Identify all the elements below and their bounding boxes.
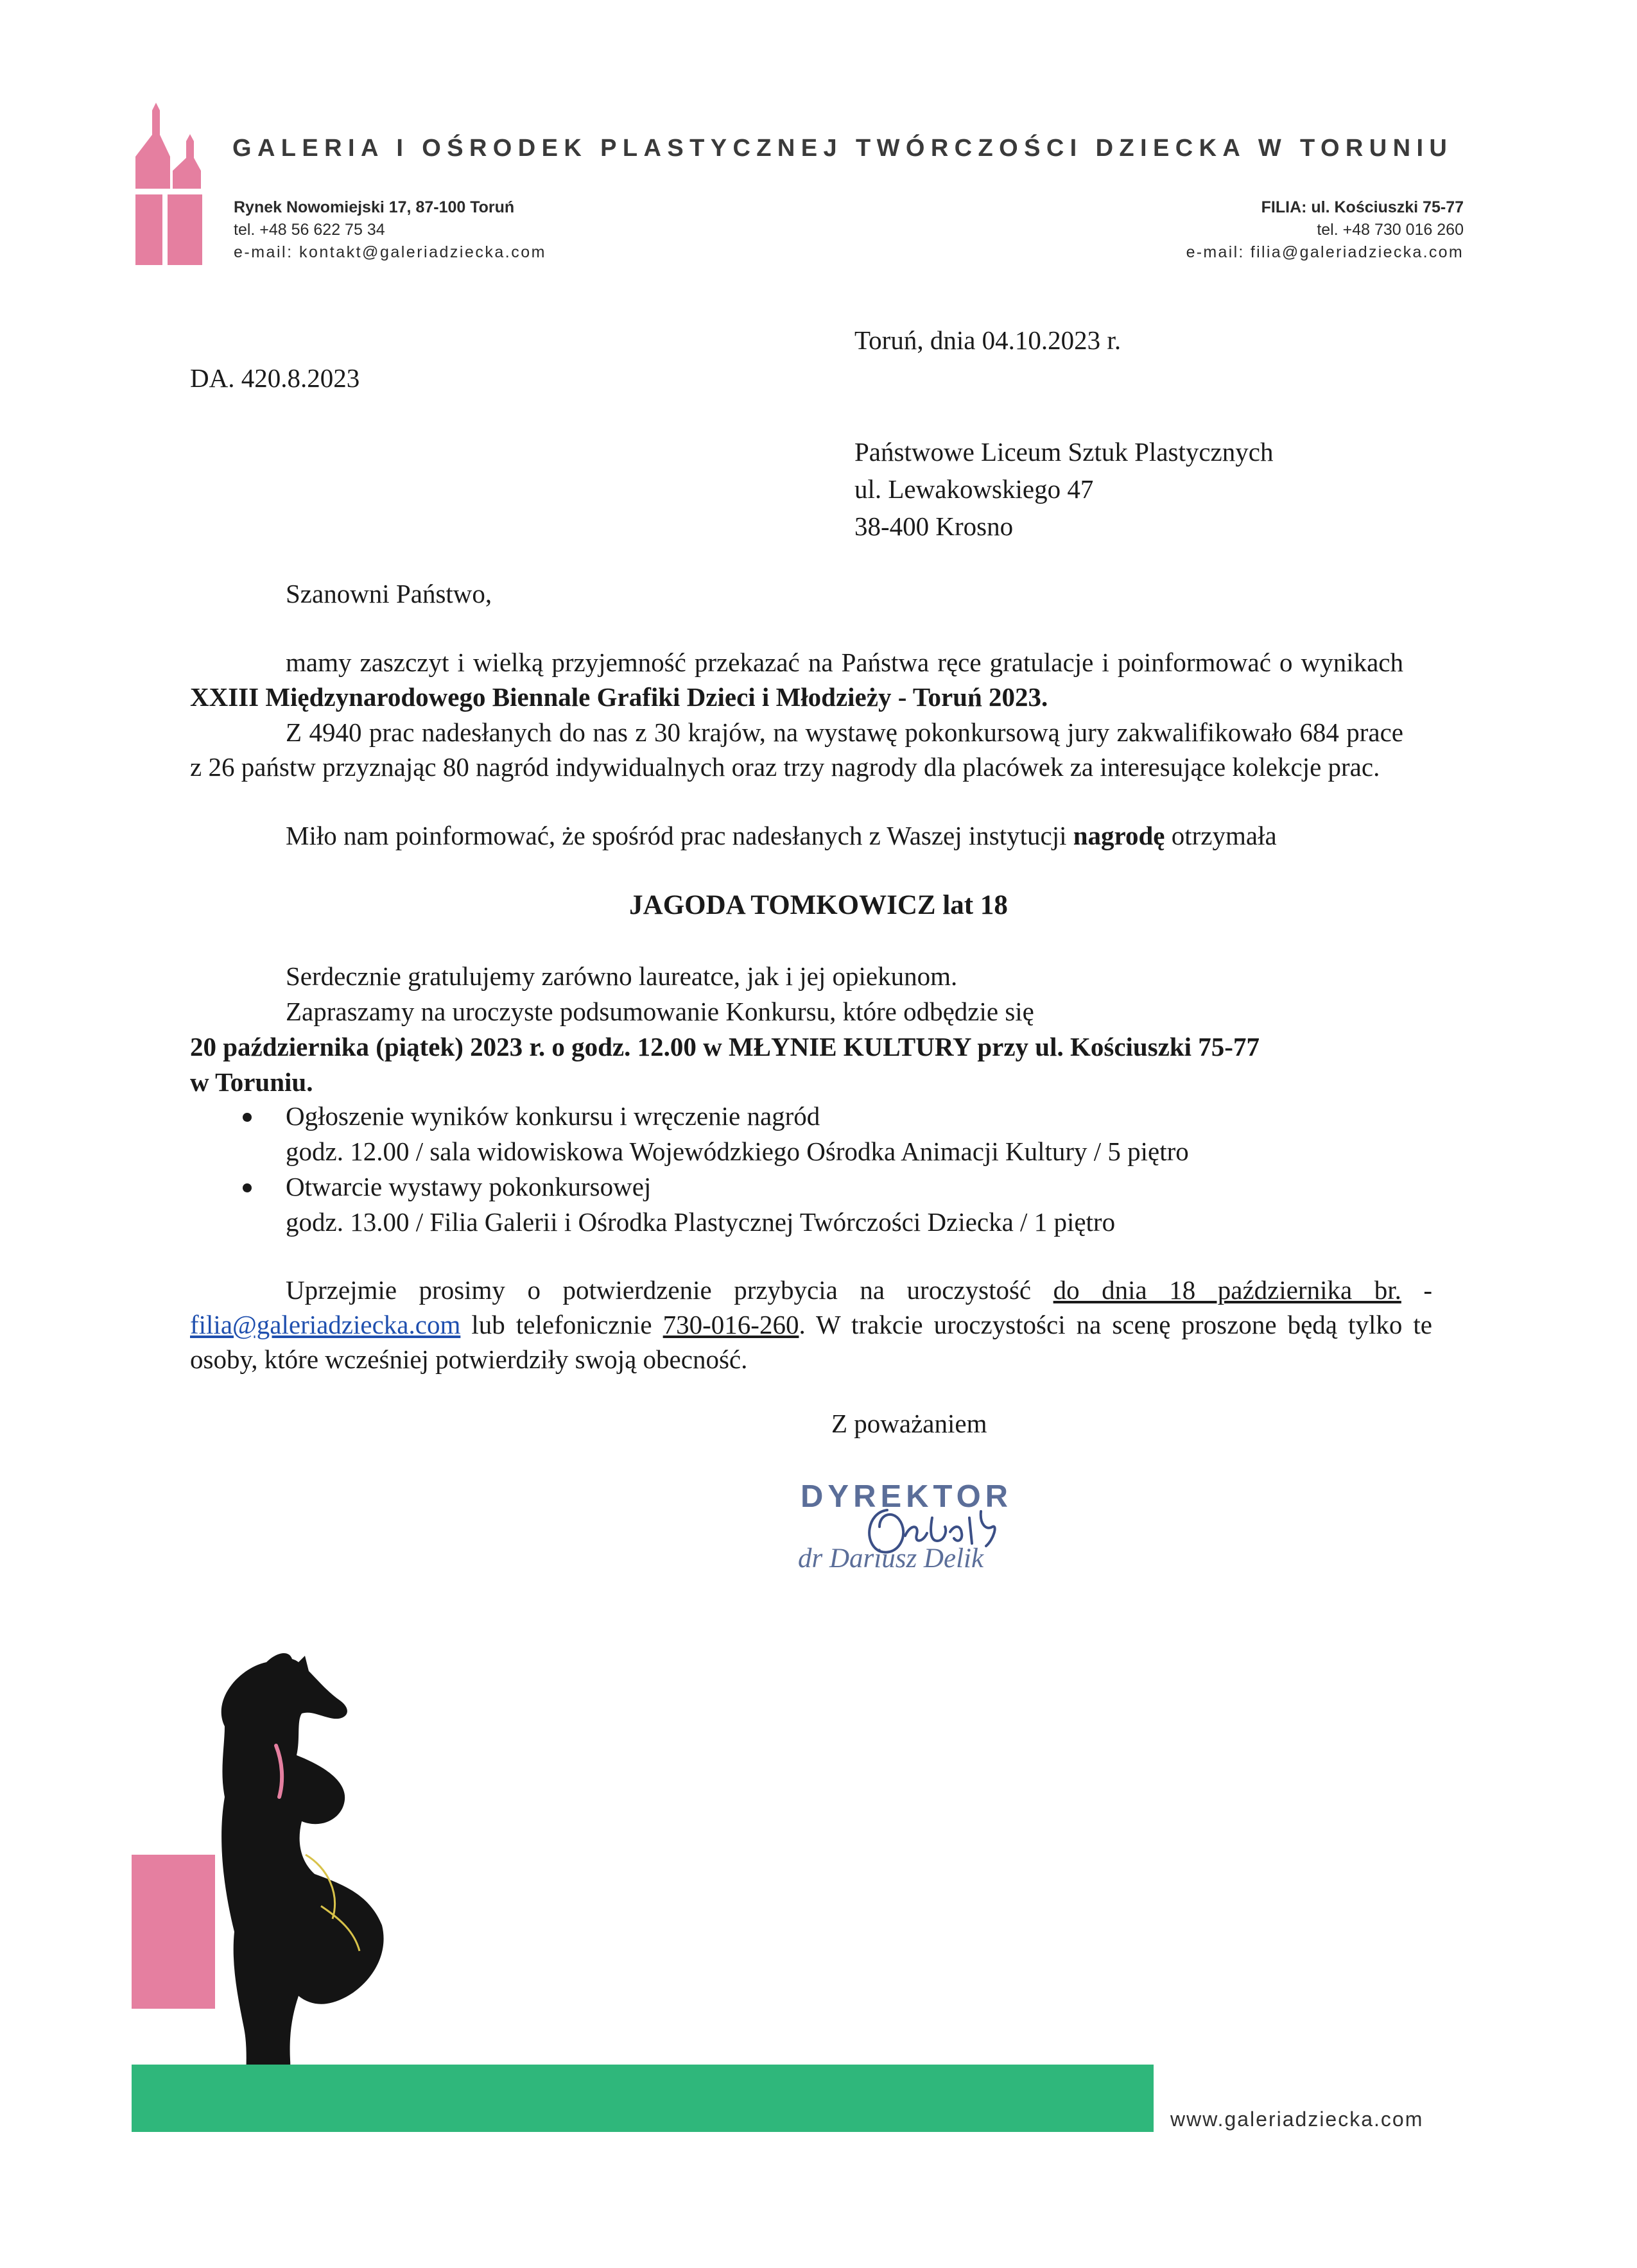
salutation: Szanowni Państwo,	[286, 579, 492, 608]
branch-address: FILIA: ul. Kościuszki 75-77	[1261, 198, 1464, 216]
event-location: w Toruniu.	[190, 1067, 313, 1097]
laureate-name: JAGODA TOMKOWICZ lat 18	[629, 890, 1008, 920]
rsvp-text-phone: lub telefonicznie	[460, 1310, 663, 1339]
green-footer-band	[132, 2065, 1154, 2132]
rsvp-text: Uprzejmie prosimy o potwierdzenie przybycia na uroczystość	[286, 1275, 1053, 1305]
bullet-icon	[243, 1113, 252, 1122]
rsvp-email-link[interactable]: filia@galeriadziecka.com	[190, 1310, 461, 1339]
rsvp-deadline: do dnia 18 października br.	[1053, 1275, 1401, 1305]
rsvp-paragraph	[190, 1273, 1432, 1377]
reference-number: DA. 420.8.2023	[190, 363, 360, 393]
invitation: Zapraszamy na uroczyste podsumowanie Konkursu, które odbędzie się	[286, 997, 1034, 1026]
award-text: Miło nam poinformować, że spośród prac nadesłanych z Waszej instytucji	[286, 821, 1073, 850]
rsvp-dash: -	[1401, 1275, 1433, 1305]
signatory-name: dr Dariusz Delik	[798, 1543, 984, 1574]
award-word: nagrodę	[1073, 821, 1165, 850]
intro-paragraph	[190, 645, 1403, 714]
main-email: e-mail: kontakt@galeriadziecka.com	[234, 243, 546, 261]
agenda-item-title: Ogłoszenie wyników konkursu i wręczenie nagród	[286, 1101, 820, 1131]
closing: Z poważaniem	[831, 1409, 987, 1438]
recipient-city: 38-400 Krosno	[854, 511, 1014, 541]
main-contact	[234, 196, 546, 264]
results-paragraph: Z 4940 prac nadesłanych do nas z 30 krajów, na wystawę pokonkursową jury zakwalifikowało 684 prace z 26 państw przyznając 80 nagród indywidualnych oraz trzy nagrody dla placówek za interesujące kolekcje prac.	[190, 717, 1403, 782]
event-details: 20 października (piątek) 2023 r. o godz. 12.00 w MŁYNIE KULTURY przy ul. Kościuszki 75-77	[190, 1032, 1260, 1061]
intro-text: mamy zaszczyt i wielką przyjemność przekazać na Państwa ręce gratulacje i poinformować o wynikach	[286, 648, 1403, 677]
recipient-street: ul. Lewakowskiego 47	[854, 474, 1094, 504]
bullet-icon	[243, 1183, 252, 1192]
handwritten-signature	[860, 1499, 1008, 1563]
gallery-logo	[132, 103, 209, 266]
rsvp-phone: 730-016-260	[663, 1310, 799, 1339]
main-address: Rynek Nowomiejski 17, 87-100 Toruń	[234, 198, 515, 216]
branch-contact	[1186, 196, 1464, 264]
award-paragraph	[190, 818, 1403, 853]
award-text-end: otrzymała	[1165, 821, 1277, 850]
place-date: Toruń, dnia 04.10.2023 r.	[854, 325, 1122, 355]
recipient-name: Państwowe Liceum Sztuk Plastycznych	[854, 437, 1274, 467]
branch-email: e-mail: filia@galeriadziecka.com	[1186, 243, 1464, 261]
agenda-item-title: Otwarcie wystawy pokonkursowej	[286, 1172, 652, 1201]
website-link[interactable]: www.galeriadziecka.com	[1170, 2108, 1424, 2131]
branch-phone: tel. +48 730 016 260	[1317, 221, 1464, 239]
competition-name: XXIII Międzynarodowego Biennale Grafiki Dzieci i Młodzieży - Toruń 2023.	[190, 682, 1048, 712]
congratulations: Serdecznie gratulujemy zarówno laureatce, jak i jej opiekunom.	[286, 961, 958, 991]
main-phone: tel. +48 56 622 75 34	[234, 221, 385, 239]
stamp-title: DYREKTOR	[801, 1479, 1013, 1514]
pink-block	[132, 1855, 215, 2009]
agenda-item-detail: godz. 13.00 / Filia Galerii i Ośrodka Plastycznej Twórczości Dziecka / 1 piętro	[286, 1207, 1116, 1237]
agenda-item-detail: godz. 12.00 / sala widowiskowa Wojewódzkiego Ośrodka Animacji Kultury / 5 piętro	[286, 1137, 1189, 1166]
rsvp-text-end: . W trakcie uroczystości na scenę proszone będą tylko te osoby, które wcześniej potwierdziły swoją obecność.	[190, 1310, 1432, 1374]
gallery-name: GALERIA I OŚRODEK PLASTYCZNEJ TWÓRCZOŚCI DZIECKA W TORUNIU	[232, 135, 1453, 162]
